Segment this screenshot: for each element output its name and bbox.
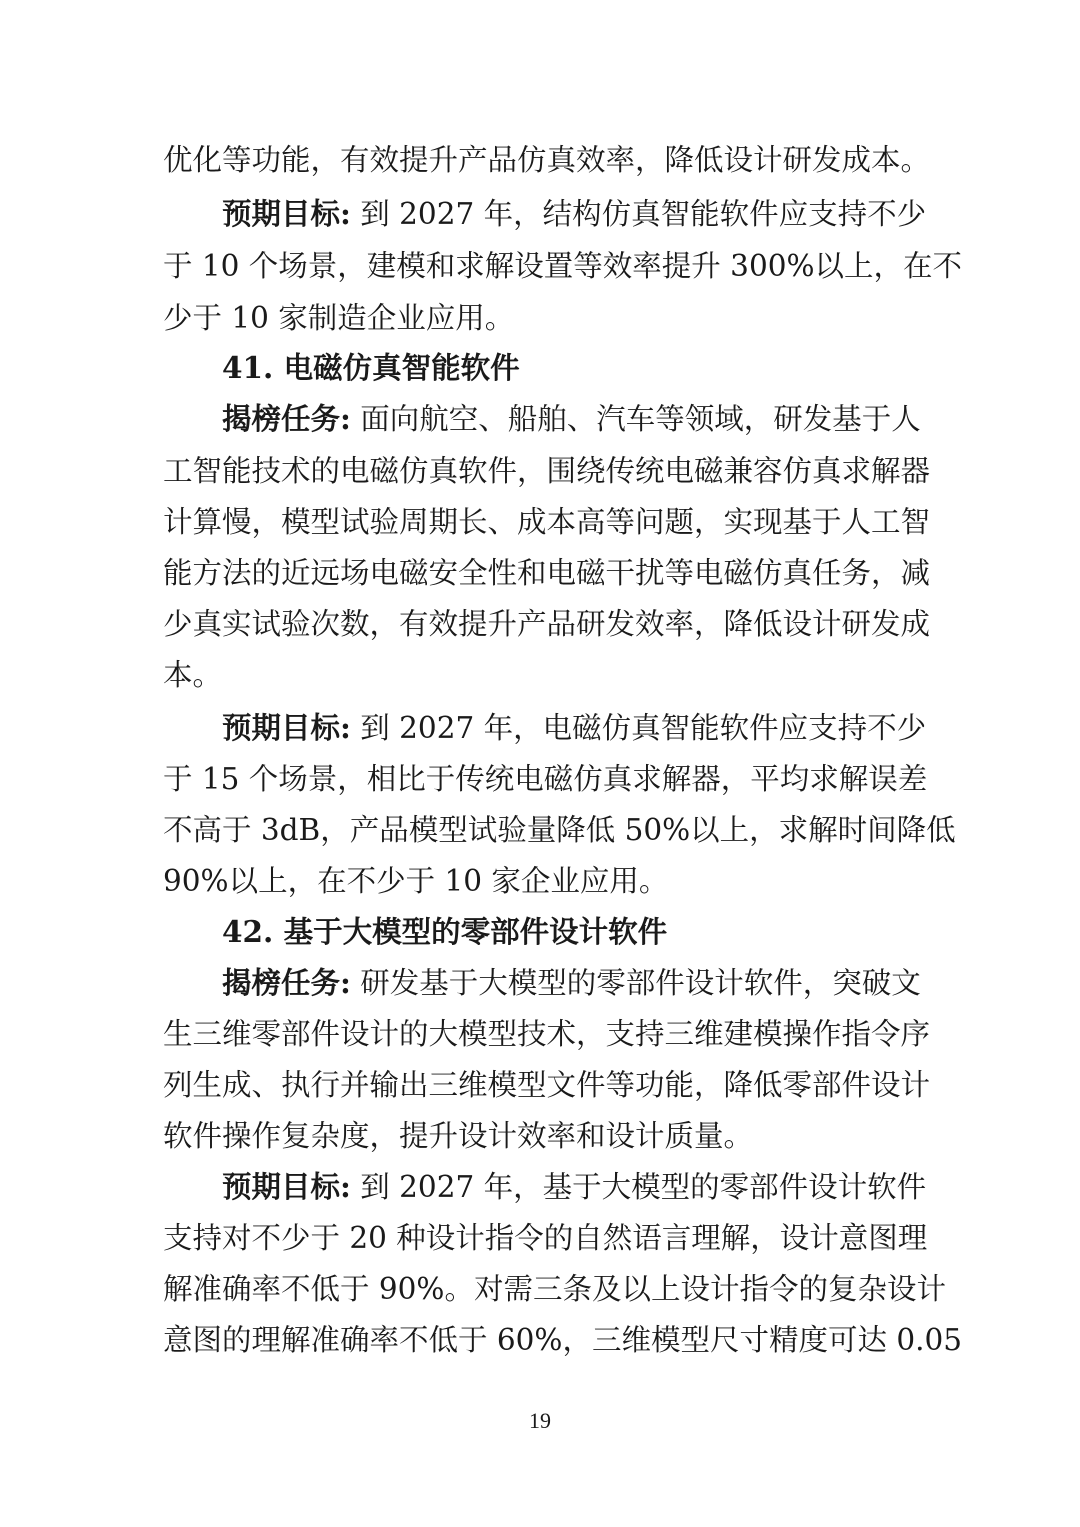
text-line: 能方法的近远场电磁安全性和电磁干扰等电磁仿真任务，减 [163,556,931,590]
page-number: 19 [529,1408,551,1433]
paragraph-task-line [222,963,921,1003]
text-line: 研发基于大模型的零部件设计软件，突破文 [360,966,921,1000]
text-line: 90%以上，在不少于 10 家企业应用。 [163,864,669,898]
paragraph-expected-goal-line [222,708,927,748]
text-line: 到 2027 年，结构仿真智能软件应支持不少 [360,197,927,231]
expected-goal-label: 预期目标: [222,196,351,231]
text-line: 到 2027 年，基于大模型的零部件设计软件 [360,1170,927,1204]
text-line: 支持对不少于 20 种设计指令的自然语言理解，设计意图理 [163,1221,928,1255]
text-line: 意图的理解准确率不低于 60%，三维模型尺寸精度可达 0.05 [163,1323,963,1357]
text-line: 面向航空、船舶、汽车等领域，研发基于人 [360,402,921,436]
text-line: 软件操作复杂度，提升设计效率和设计质量。 [163,1119,754,1153]
task-label: 揭榜任务: [222,965,351,1000]
text-line: 不高于 3dB，产品模型试验量降低 50%以上，求解时间降低 [163,813,956,847]
text-line: 于 10 个场景，建模和求解设置等效率提升 300%以上，在不 [163,249,963,283]
text-line: 列生成、执行并输出三维模型文件等功能，降低零部件设计 [163,1068,931,1102]
paragraph-expected-goal-line [222,194,927,234]
text-line: 解准确率不低于 90%。对需三条及以上设计指令的复杂设计 [163,1272,946,1306]
text-line: 工智能技术的电磁仿真软件，围绕传统电磁兼容仿真求解器 [163,454,931,488]
expected-goal-label: 预期目标: [222,1169,351,1204]
text-line: 于 15 个场景，相比于传统电磁仿真求解器，平均求解误差 [163,762,928,796]
expected-goal-label: 预期目标: [222,710,351,745]
text-line: 计算慢，模型试验周期长、成本高等问题，实现基于人工智 [163,505,931,539]
text-line: 本。 [163,658,223,692]
task-label: 揭榜任务: [222,401,351,436]
text-line: 优化等功能，有效提升产品仿真效率，降低设计研发成本。 [163,143,931,177]
text-line: 到 2027 年，电磁仿真智能软件应支持不少 [360,711,927,745]
paragraph-expected-goal-line [222,1167,927,1207]
text-line: 少于 10 家制造企业应用。 [163,301,515,335]
section-heading-42: 42. 基于大模型的零部件设计软件 [222,914,668,949]
text-line: 生三维零部件设计的大模型技术，支持三维建模操作指令序 [163,1017,931,1051]
paragraph-task-line [222,399,921,439]
text-line: 少真实试验次数，有效提升产品研发效率，降低设计研发成 [163,607,931,641]
section-heading-41: 41. 电磁仿真智能软件 [222,350,520,385]
